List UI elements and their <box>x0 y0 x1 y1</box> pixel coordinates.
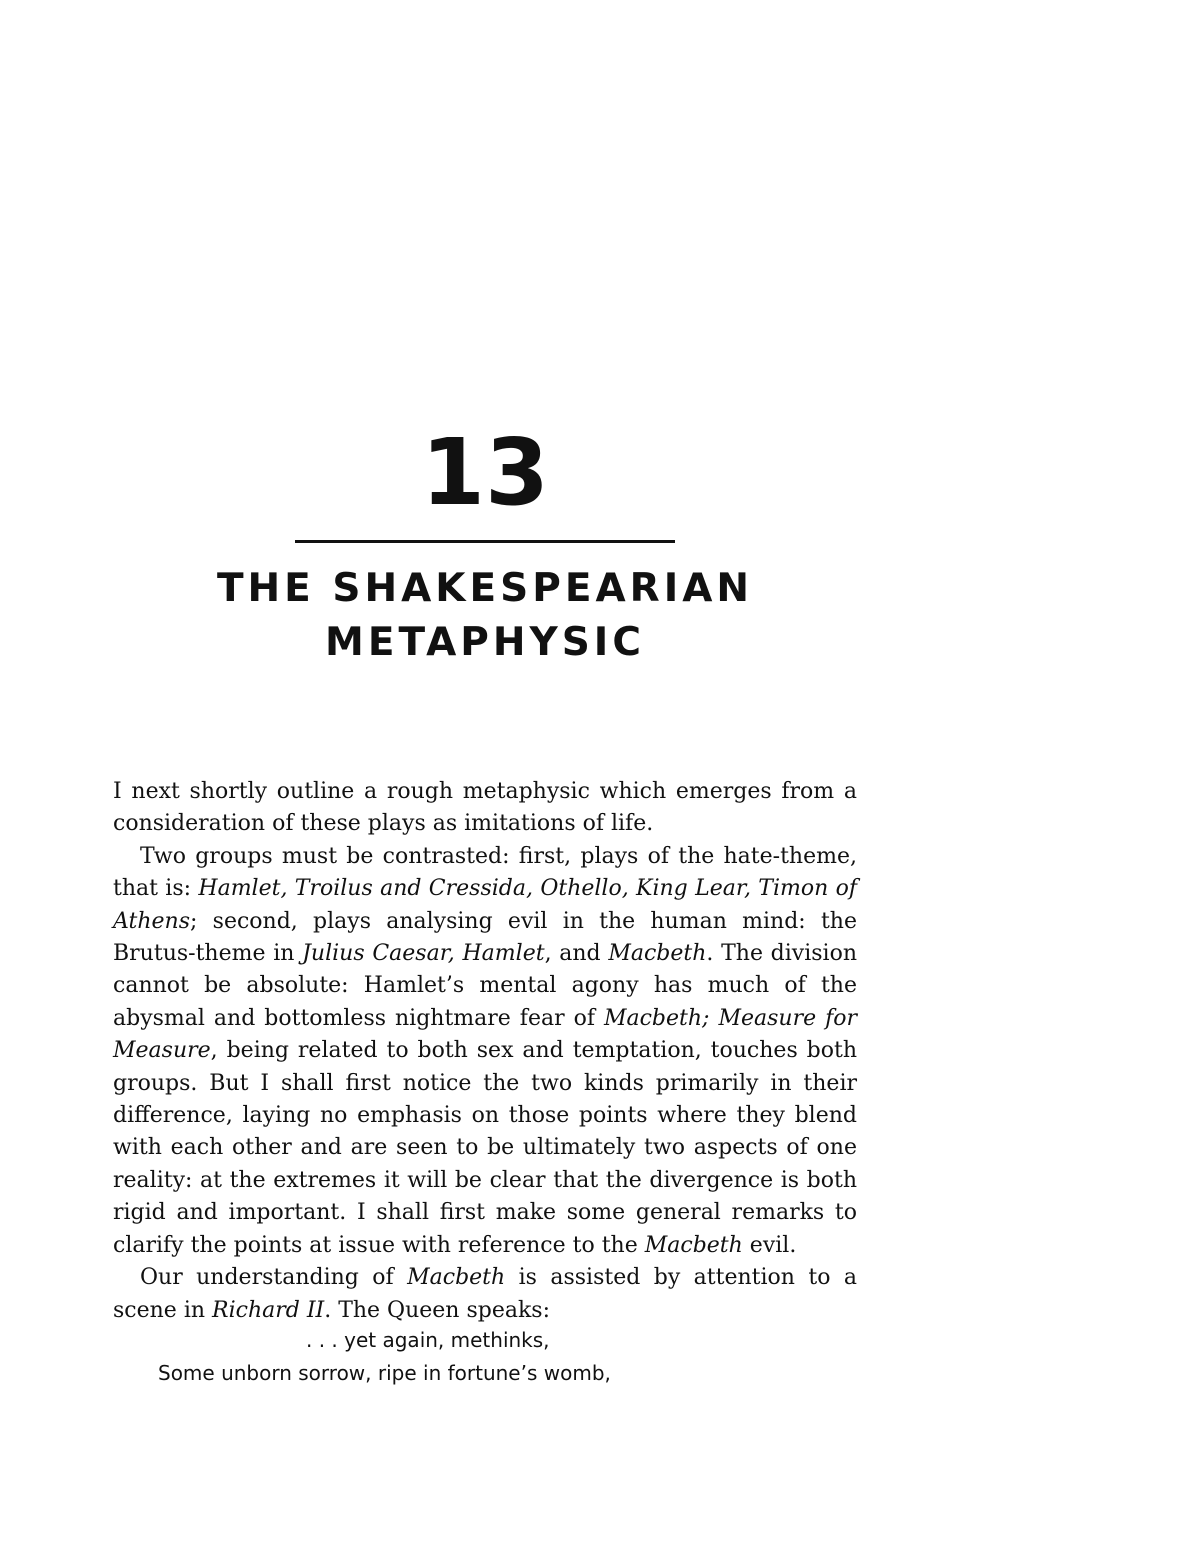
italic-title-text: Macbeth; Measure for Measure <box>113 1005 857 1064</box>
paragraph-text: Two groups must be contrasted: first, plays of the hate-theme, that is: <box>113 843 857 902</box>
italic-title-text: Macbeth <box>644 1232 743 1258</box>
paragraph-text: . The division cannot be absolute: Hamlet’s mental agony has much of the abysmal and bottomless nightmare fear of <box>113 941 857 1031</box>
paragraph-text: I next shortly outline a rough metaphysic which emerges from a consideration of these plays as imitations of life. <box>113 779 857 837</box>
italic-title-text: Macbeth <box>608 941 707 967</box>
chapter-number: 13 <box>420 419 550 526</box>
italic-title-text: Hamlet, Troilus and Cressida, Othello, King Lear, Timon of Athens <box>113 876 857 934</box>
verse-quotation <box>158 1324 858 1390</box>
italic-title-text: Macbeth <box>407 1265 506 1291</box>
paragraph <box>113 776 857 841</box>
body-text <box>113 776 857 1327</box>
paragraph-text: is assisted by attention to a scene in <box>113 1265 857 1323</box>
chapter-title-line-2: METAPHYSIC <box>325 620 645 665</box>
paragraph-text: ; second, plays analysing evil in the human mind: the Brutus-theme in <box>113 908 857 967</box>
paragraph-text: , and <box>544 941 609 967</box>
paragraph-text: evil. <box>742 1232 797 1258</box>
verse-line: Some unborn sorrow, ripe in fortune’s womb, <box>158 1361 611 1385</box>
paragraph-text: , being related to both sex and temptation, touches both groups. But I shall first notice the two kinds primarily in their difference, laying no emphasis on those points where they blend with each other and are seen to be ultimately two aspects of one reality: at the extremes it will be clear that the divergence is both rigid and important. I shall first make some general remarks to clarify the points at issue with reference to the <box>113 1038 857 1258</box>
paragraph-text: Our understanding of <box>140 1265 408 1291</box>
chapter-title-line-1: THE SHAKESPEARIAN <box>216 566 754 611</box>
paragraph-text: . The Queen speaks: <box>324 1297 550 1323</box>
chapter-title <box>0 562 970 670</box>
italic-title-text: Richard II <box>212 1297 325 1323</box>
verse-line: . . . yet again, methinks, <box>306 1328 550 1352</box>
paragraph <box>113 1262 857 1327</box>
italic-title-text: Julius Caesar, Hamlet <box>302 941 545 967</box>
chapter-rule <box>295 540 675 543</box>
paragraph <box>113 841 857 1262</box>
